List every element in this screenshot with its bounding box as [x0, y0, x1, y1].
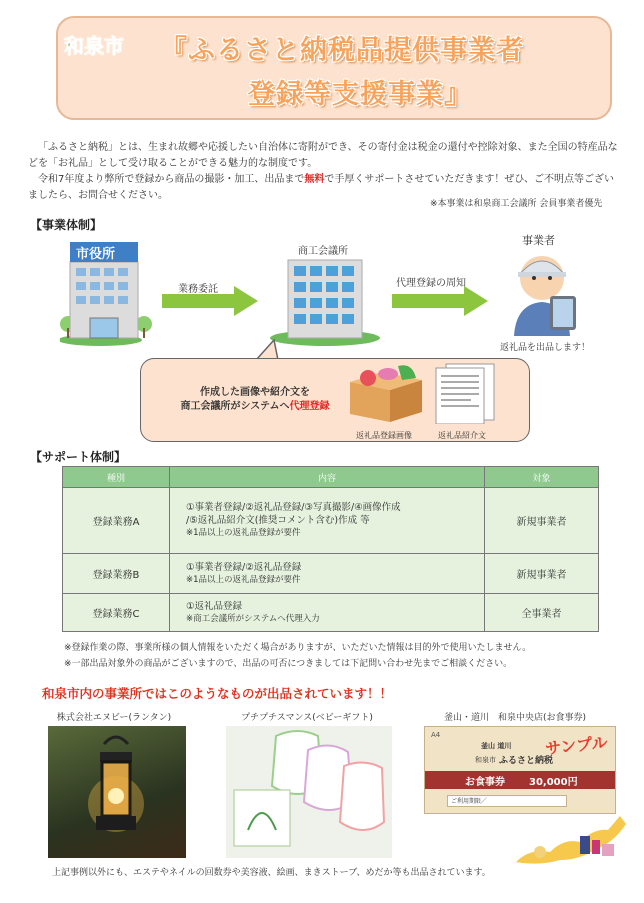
voucher-ticket-label: お食事券 — [465, 777, 505, 788]
arrow2-label: 代理登録の周知 — [396, 278, 466, 289]
row-content-line: ①返礼品登録 — [186, 600, 243, 612]
callout-text — [160, 386, 350, 414]
lantern-photo — [48, 726, 186, 858]
document-icon — [432, 362, 498, 424]
row-type: 登録業務B — [63, 554, 170, 594]
intro-paragraph-1: 「ふるさと納税」とは、生まれ故郷や応援したい自治体に寄附ができ、その寄付金は税金の還付や控除対象、また全国の特産品などを「お礼品」として受け取ることができる魅力的な制度です。 — [28, 142, 618, 169]
proxy-registration-highlight: 代理登録 — [289, 401, 330, 412]
image-caption-1: 返礼品登録画像 — [356, 431, 412, 440]
free-highlight: 無料 — [304, 174, 325, 185]
gift-box-icon — [346, 362, 426, 424]
member-priority-note: ※本事業は和泉商工会議所 会員事業者優先 — [430, 199, 603, 209]
voucher-band — [425, 771, 615, 789]
row-content-line: ①事業者登録/②返礼品登録 — [186, 561, 302, 573]
chamber-building-icon — [270, 254, 380, 346]
callout-line2a: 商工会議所がシステムへ — [180, 401, 290, 412]
voucher-furusato: ふるさと納税 — [499, 756, 554, 766]
lantern-icon — [48, 726, 186, 858]
city-hall-label: 市役所 — [76, 247, 116, 262]
row-content-line: /⑤返礼品紹介文(推奨コメント含む)作成 等 — [186, 515, 370, 526]
japan-map-icon — [510, 808, 630, 868]
business-label: 事業者 — [522, 234, 555, 247]
row-content — [170, 488, 485, 554]
voucher-a4: A4 — [431, 731, 441, 739]
image-caption-2: 返礼品紹介文 — [438, 431, 486, 440]
structure-heading: 【事業体制】 — [30, 218, 103, 232]
row-target: 新規事業者 — [485, 554, 599, 594]
column-header-content: 内容 — [170, 467, 485, 488]
voucher-amount: 30,000円 — [529, 777, 578, 788]
table-row — [63, 594, 599, 632]
voucher-city: 和泉市 — [475, 756, 496, 764]
meal-voucher-sample — [424, 726, 616, 814]
callout-line1: 作成した画像や紹介文を — [200, 387, 310, 398]
support-table — [62, 466, 599, 632]
footnote-privacy: ※登録作業の際、事業所様の個人情報をいただく場合がありますが、いただいた情報は目的外で使用いたしません。 — [64, 643, 532, 653]
row-content — [170, 554, 485, 594]
row-content-note: ※商工会議所がシステムへ代理入力 — [186, 613, 320, 624]
chamber-label: 商工会議所 — [298, 246, 348, 257]
city-name: 和泉市 — [64, 34, 124, 58]
row-content-note: ※1品以上の返礼品登録が要件 — [186, 574, 301, 585]
business-person-icon — [506, 248, 588, 338]
bottom-note: 上記事例以外にも、エステやネイルの回数券や美容液、絵画、まきストーブ、めだか等も出品されています。 — [52, 868, 491, 878]
table-header-row — [63, 467, 599, 488]
table-row — [63, 554, 599, 594]
intro-p2-text-a: 令和7年度より弊所で登録から商品の撮影・加工、出品まで — [38, 174, 305, 185]
voucher-sample-stamp: サンプル — [544, 732, 609, 759]
arrow1-label: 業務委託 — [178, 284, 218, 295]
row-target: 全事業者 — [485, 594, 599, 632]
row-content-line: ①事業者登録/②返礼品登録/③写真撮影/④画像作成 — [186, 502, 401, 513]
page-title-line2: 登録等支援事業』 — [248, 79, 472, 110]
footnote-eligibility: ※一部出品対象外の商品がございますので、出品の可否につきましては下記問い合わせ先までご相談ください。 — [64, 659, 513, 669]
voucher-date-field: ご利用期限／ — [447, 795, 567, 807]
voucher-shop: 釜山 道川 — [481, 742, 512, 750]
intro-p2-text-b: で手厚くサポートさせていただきます！ぜひ、ご不明点等ございましたら、お問合せください。 — [28, 174, 614, 201]
page-title-line1: 『ふるさと納税品提供事業者 — [160, 35, 524, 66]
row-type: 登録業務A — [63, 488, 170, 554]
row-content-note: ※1品以上の返礼品登録が要件 — [186, 528, 301, 538]
exhibit-caption-meal-voucher: 釜山・道川 和泉中央店(お食事券) — [443, 713, 587, 723]
exhibit-caption-baby-gift: プチプチスマンス(ベビーギフト) — [241, 713, 373, 723]
row-content — [170, 594, 485, 632]
column-header-target: 対象 — [485, 467, 599, 488]
intro-text — [28, 140, 618, 204]
row-target: 新規事業者 — [485, 488, 599, 554]
baby-gift-photo — [226, 726, 392, 858]
business-caption: 返礼品を出品します！ — [500, 343, 591, 353]
row-type: 登録業務C — [63, 594, 170, 632]
callout-line2 — [160, 400, 350, 414]
table-row — [63, 488, 599, 554]
bib-icon — [226, 726, 392, 858]
arrow-right-icon — [392, 286, 492, 316]
support-heading: 【サポート体制】 — [30, 450, 127, 464]
column-header-type: 種別 — [63, 467, 170, 488]
exhibits-heading: 和泉市内の事業所ではこのようなものが出品されています！！ — [42, 686, 393, 701]
exhibit-caption-lantern: 株式会社エヌビー(ランタン) — [56, 713, 172, 723]
